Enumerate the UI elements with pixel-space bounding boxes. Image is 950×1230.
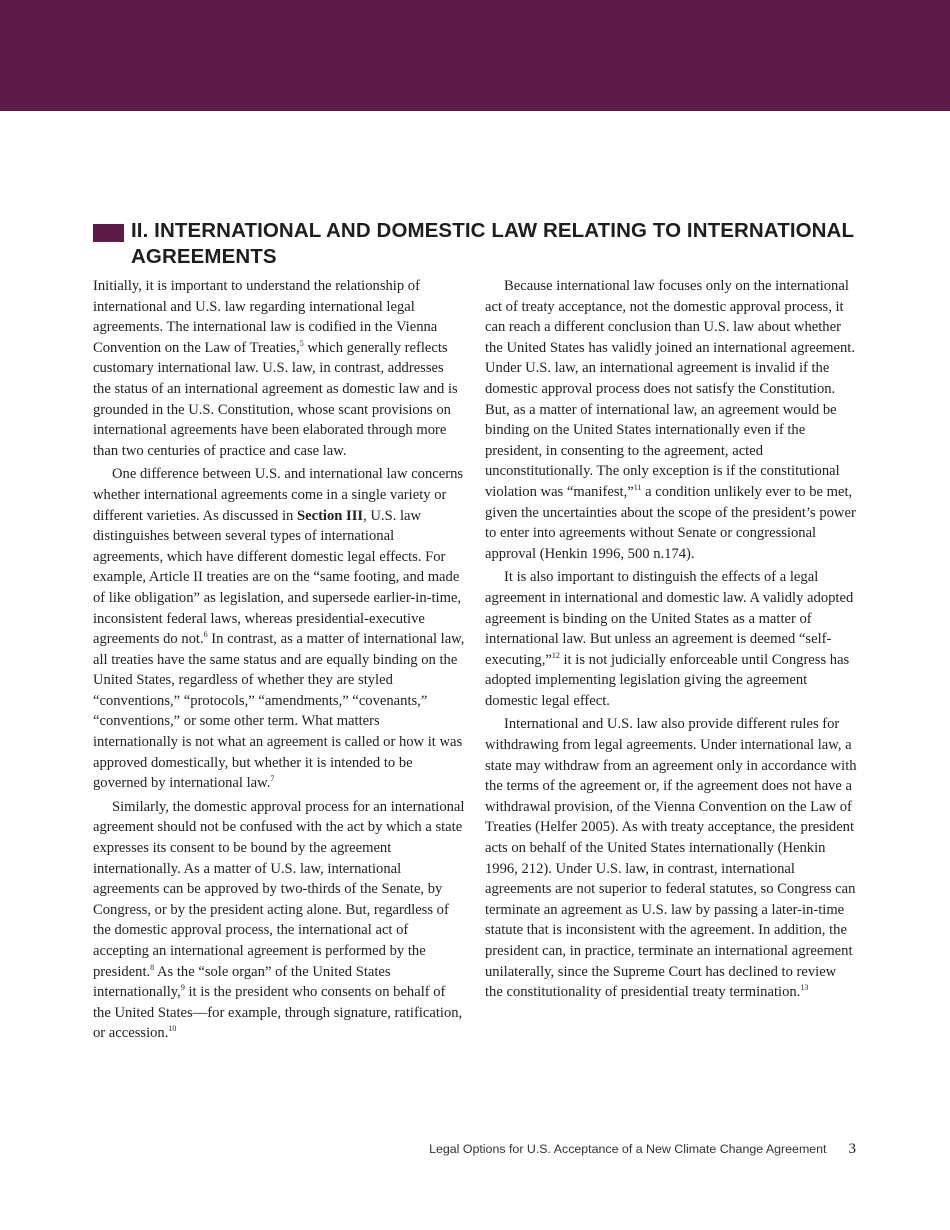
paragraph-text: It is also important to distinguish the effects of a legal agreement in international and domestic law. A validly adopted agreement is binding on the United States as a matter of international law. But unless an agreement is deemed “self-executing,” xyxy=(485,569,854,668)
footnote-ref: 6 xyxy=(203,630,208,640)
paragraph xyxy=(93,464,465,794)
paragraph xyxy=(485,276,857,564)
paragraph-text: Similarly, the domestic approval process for an international agreement should not be confused with the act by which a state expresses its consent to be bound by the agreement internationally. As a matter of U.S. law, international agreements can be approved by two-thirds of the Senate, by Congress, or by the president acting alone. But, regardless of the domestic approval process, the international act of accepting an international agreement is performed by the president. xyxy=(93,798,465,980)
right-column xyxy=(485,276,857,1006)
page-footer xyxy=(429,1141,856,1158)
footnote-ref: 10 xyxy=(168,1024,177,1034)
paragraph xyxy=(93,797,465,1044)
paragraph xyxy=(93,276,465,461)
paragraph-text: As the “sole organ” of the United States internationally, xyxy=(93,963,391,1001)
footnote-ref: 11 xyxy=(633,482,642,492)
section-title: II. INTERNATIONAL AND DOMESTIC LAW RELATING TO INTERNATIONAL AGREEMENTS xyxy=(131,219,854,268)
paragraph-text: , U.S. law distinguishes between several types of international agreements, which have different domestic legal effects. For example, Article II treaties are on the “same footing, and made of like obligation” as legislation, and supersede earlier-in-time, inconsistent federal laws, whereas presidential-executive agreements do not. xyxy=(93,507,462,648)
section-reference: Section III xyxy=(297,507,364,524)
footer-title: Legal Options for U.S. Acceptance of a New Climate Change Agreement xyxy=(429,1142,827,1156)
paragraph-text: which generally reflects customary international law. U.S. law, in contrast, addresses the status of an international agreement as domestic law and is grounded in the U.S. Constitution, whose scant provisions on international agreements have been elaborated through more than two centuries of practice and case law. xyxy=(93,339,458,459)
paragraph-text: it is the president who consents on behalf of the United States—for example, through signature, ratification, or accession. xyxy=(93,984,463,1042)
paragraph-text: Initially, it is important to understand the relationship of international and U.S. law regarding international legal agreements. The international law is codified in the Vienna Convention on the Law of Treaties, xyxy=(93,278,438,356)
footnote-ref: 7 xyxy=(270,774,275,784)
paragraph-text: In contrast, as a matter of international law, all treaties have the same status and are equally binding on the United States, regardless of whether they are styled “conventions,” “protocols,” “amendments,” “covenants,” “conventions,” or some other term. What matters internationally is not what an agreement is called or how it was approved domestically, but whether it is intended to be governed by international law. xyxy=(93,631,465,792)
paragraph xyxy=(485,714,857,1002)
paragraph-text: it is not judicially enforceable until Congress has adopted implementing legislation giving the agreement domestic legal effect. xyxy=(485,651,850,709)
page-number: 3 xyxy=(848,1141,856,1157)
footnote-ref: 5 xyxy=(299,338,304,348)
paragraph-text: Because international law focuses only on the international act of treaty acceptance, not the domestic approval process, it can reach a different conclusion than U.S. law about whether the United States has validly joined an international agreement. Under U.S. law, an international agreement is invalid if the domestic approval process does not satisfy the Constitution. But, as a matter of international law, an agreement would be binding on the United States internationally even if the president, in consenting to the agreement, acted unconstitutionally. The only exception is if the constitutional violation was “manifest,” xyxy=(485,278,856,500)
heading-marker xyxy=(93,224,124,242)
paragraph-text: International and U.S. law also provide different rules for withdrawing from legal agreements. Under international law, a state may withdraw from an agreement only in accordance with the terms of the agreement or, if the agreement does not have a withdrawal provision, of the Vienna Convention on the Law of Treaties (Helfer 2005). As with treaty acceptance, the president acts on behalf of the United States internationally (Henkin 1996, 212). Under U.S. law, in contrast, international agreements are not superior to federal statutes, so Congress can terminate an agreement as U.S. law by passing a later-in-time statute that is inconsistent with the agreement. In addition, the president can, in practice, terminate an international agreement unilaterally, since the Supreme Court has declined to review the constitutionality of presidential treaty termination. xyxy=(485,716,857,1001)
footnote-ref: 8 xyxy=(150,962,155,972)
footnote-ref: 9 xyxy=(180,983,185,993)
top-color-band xyxy=(0,0,950,111)
paragraph-text: One difference between U.S. and international law concerns whether international agreements come in a single variety or different varieties. As discussed in xyxy=(93,466,464,524)
left-column xyxy=(93,276,465,1047)
paragraph xyxy=(485,567,857,711)
section-heading xyxy=(93,218,873,270)
footnote-ref: 12 xyxy=(551,650,560,660)
paragraph-text: a condition unlikely ever to be met, given the uncertainties about the scope of the president’s power to enter into agreements without Senate or congressional approval (Henkin 1996, 500 n.174). xyxy=(485,483,856,562)
footnote-ref: 13 xyxy=(800,983,809,993)
